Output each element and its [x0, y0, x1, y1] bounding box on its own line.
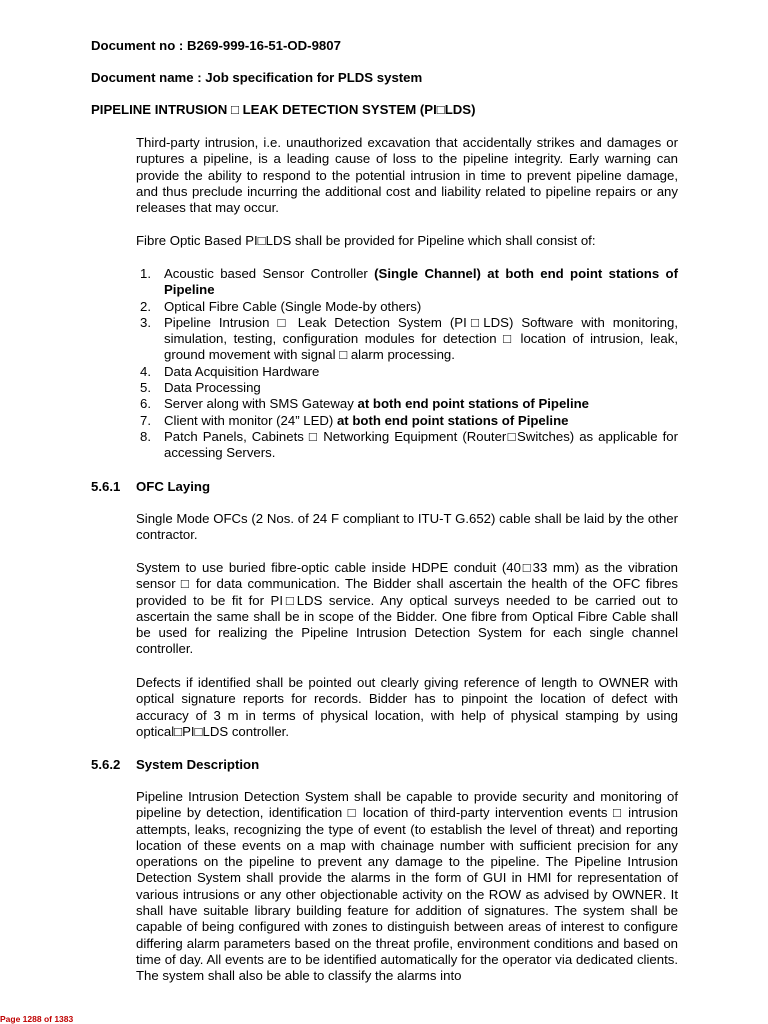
list-item: 3. Pipeline Intrusion □ Leak Detection System (PI□LDS) Software with monitoring, simulation, testing, configuration modules for detection □ location of intrusion, leak, ground movement with signal □ alarm processing. [140, 314, 678, 363]
section-title: OFC Laying [136, 479, 210, 494]
section-number: 5.6.1 [91, 479, 121, 494]
list-item: 2. Optical Fibre Cable (Single Mode-by others) [140, 298, 422, 314]
ofc-paragraph-3: Defects if identified shall be pointed out clearly giving reference of length to OWNER with optical signature reports for records. Bidder has to pinpoint the location of defect with accuracy of 3 m in terms of physical location, with help of physical stamping by using optical□PI□LDS controller. [136, 675, 678, 739]
consist-intro [136, 233, 678, 249]
list-item: 4. Data Acquisition Hardware [140, 363, 320, 379]
list-item: 5. Data Processing [140, 380, 261, 396]
section-heading-ofc-laying [91, 479, 210, 494]
section-number: 5.6.2 [91, 757, 121, 772]
section-heading-system-description [91, 757, 259, 772]
list-item: 8. Patch Panels, Cabinets □ Networking Equipment (Router□Switches) as applicable for accessing Servers. [140, 428, 678, 461]
system-description-paragraph: Pipeline Intrusion Detection System shall be capable to provide security and monitoring of pipeline by detection, identification □ location of third-party intervention events □ intrusion attempts, leaks, recognizing the type of event (to establish the level of threat) and reporting location of these events on a map with chainage number with sufficient precision for any operations on the pipeline to prevent any damage to the pipeline. The Pipeline Intrusion Detection System shall provide the alarms in the form of GUI in HMI for representation of various intrusions or any other objectionable activity on the ROW as advised by OWNER. It shall have suitable library building feature for addition of signatures. The system shall be capable of being configured with zones to distinguish between areas of interest to configure differing alarm parameters based on the threat profile, environment conditions and based on time of day. All events are to be identified automatically for the operator via dedicated clients. The system shall also be able to classify the alarms into [136, 789, 678, 984]
intro-text: Third-party intrusion, i.e. unauthorized excavation that accidentally strikes and damages or ruptures a pipeline, is a leading cause of loss to the pipeline integrity. Early warning can provide the ability to respond to the potential intrusion in time to prevent pipeline damage, and thus preclude incurring the additional cost and liability related to pipeline repairs or any releases that may occur. [136, 135, 678, 216]
intro-paragraph [136, 135, 678, 216]
section-title: System Description [136, 757, 260, 772]
document-number: Document no : B269-999-16-51-OD-9807 [91, 38, 341, 53]
requirements-list [136, 266, 678, 462]
consist-intro-text: Fibre Optic Based PI□LDS shall be provided for Pipeline which shall consist of: [136, 233, 596, 248]
list-item: 7. Client with monitor (24” LED) at both end point stations of Pipeline [140, 412, 569, 428]
list-item: 1. Acoustic based Sensor Controller (Single Channel) at both end point stations of Pipeline [140, 266, 678, 298]
ofc-paragraph-1: Single Mode OFCs (2 Nos. of 24 F compliant to ITU-T G.652) cable shall be laid by the other contractor. [136, 511, 678, 543]
page-number: Page 1288 of 1383 [0, 1014, 74, 1024]
document-name: Document name : Job specification for PLDS system [91, 70, 423, 85]
main-title: PIPELINE INTRUSION □ LEAK DETECTION SYSTEM (PI□LDS) [91, 102, 476, 117]
list-item: 6. Server along with SMS Gateway at both end point stations of Pipeline [140, 396, 590, 412]
ofc-paragraph-2: System to use buried fibre-optic cable inside HDPE conduit (40□33 mm) as the vibration sensor □ for data communication. The Bidder shall ascertain the health of the OFC fibres provided to be fit for PI□LDS service. Any optical surveys needed to be carried out to ascertain the same shall be in scope of the Bidder. One fibre from Optical Fibre Cable shall be used for realizing the Pipeline Intrusion Detection System for each single channel controller. [136, 560, 678, 657]
